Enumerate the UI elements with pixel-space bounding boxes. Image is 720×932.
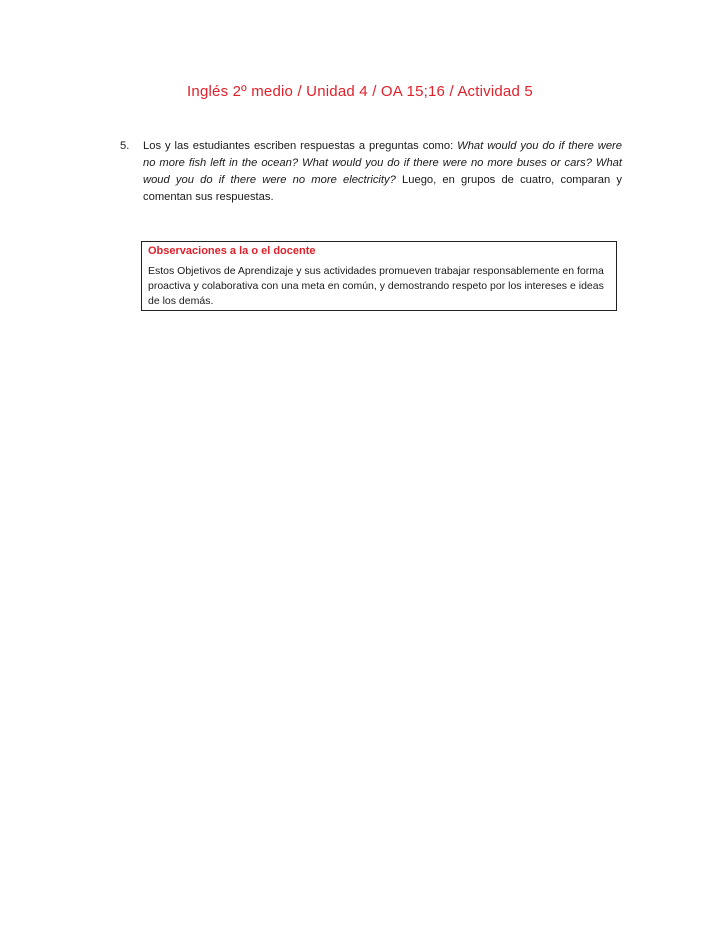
activity-intro: Los y las estudiantes escriben respuestas a preguntas como:	[143, 140, 458, 152]
observations-title: Observaciones a la o el docente	[148, 245, 316, 257]
activity-number: 5.	[120, 140, 130, 152]
activity-questions: What would you do if there were no more fish left in the ocean? What would you do if there were no more buses or cars? What woud you do if there were no more electricity?	[143, 140, 622, 186]
activity-closing: Luego, en grupos de cuatro, comparan y comentan sus respuestas.	[143, 174, 622, 203]
observations-box	[141, 241, 617, 311]
page-title: Inglés 2º medio / Unidad 4 / OA 15;16 / Actividad 5	[187, 83, 533, 100]
activity-item	[120, 138, 622, 206]
observations-body: Estos Objetivos de Aprendizaje y sus actividades promueven trabajar responsablemente en forma proactiva y colaborativa con una meta en común, y demostrando respeto por los intereses e ideas de los demás.	[148, 265, 604, 307]
activity-text	[143, 138, 622, 206]
